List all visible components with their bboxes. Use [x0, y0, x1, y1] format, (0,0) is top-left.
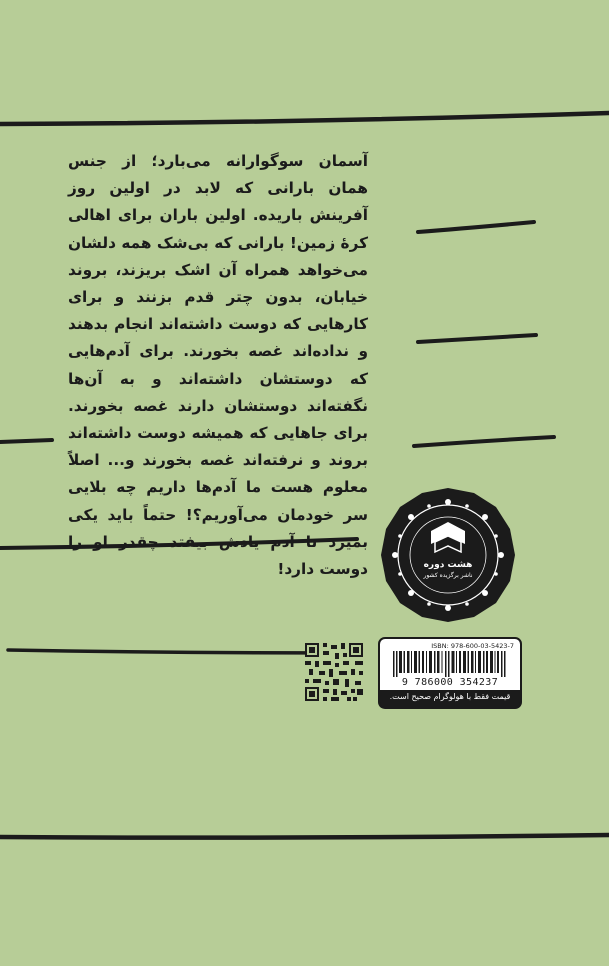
brush-stroke-right-1 [418, 222, 534, 232]
price-hologram-note: قیمت فقط با هولوگرام صحیح است. [389, 692, 511, 701]
seal-tagline: ناشر برگزیده کشور [423, 572, 473, 579]
brush-stroke-left-3 [8, 650, 353, 653]
qr-code-icon [305, 643, 363, 701]
brush-stroke-top [0, 113, 609, 124]
barcode-icon [393, 651, 507, 677]
barcode-label [380, 639, 520, 690]
brush-stroke-right-2 [418, 335, 536, 342]
back-cover-passage: آسمان سوگوارانه می‌بارد؛ از جنس همان بارانی که لابد در اولین روز آفرینش باریده. اولین باران برای اهالی کرهٔ زمین! بارانی که بی‌شک همه دلشان می‌خواهد همراه آن اشک بریزند، بروند خیابان، بدون چتر قدم بزنند و برای کارهایی که دوست داشته‌اند انجام بدهند و نداده‌اند غصه بخورند. برای آدم‌هایی که دوستشان داشته‌اند و به آن‌ها نگفته‌اند دوستشان دارند غصه بخورند. برای جاهایی که همیشه دوست داشته‌اند بروند و نرفته‌اند غصه بخورند و... اصلاً معلوم هست ما آدم‌ها داریم چه بلایی سر خودمان می‌آوریم؟! حتماً باید یکی بمیرد تا آدم یادش بیفتد چقدر او را دوست دارد! [68, 152, 368, 579]
publisher-seal-logo [379, 486, 517, 624]
barcode-digits: 9 786000 354237 [401, 677, 499, 688]
brush-stroke-bottom [0, 835, 609, 838]
seal-publisher-name: هشت دوره [423, 560, 473, 570]
isbn-barcode-panel [378, 637, 522, 709]
brush-stroke-left-1 [0, 440, 52, 442]
brush-stroke-right-3 [414, 437, 554, 446]
isbn-number: ISBN: 978-600-03-5423-7 [431, 642, 514, 650]
